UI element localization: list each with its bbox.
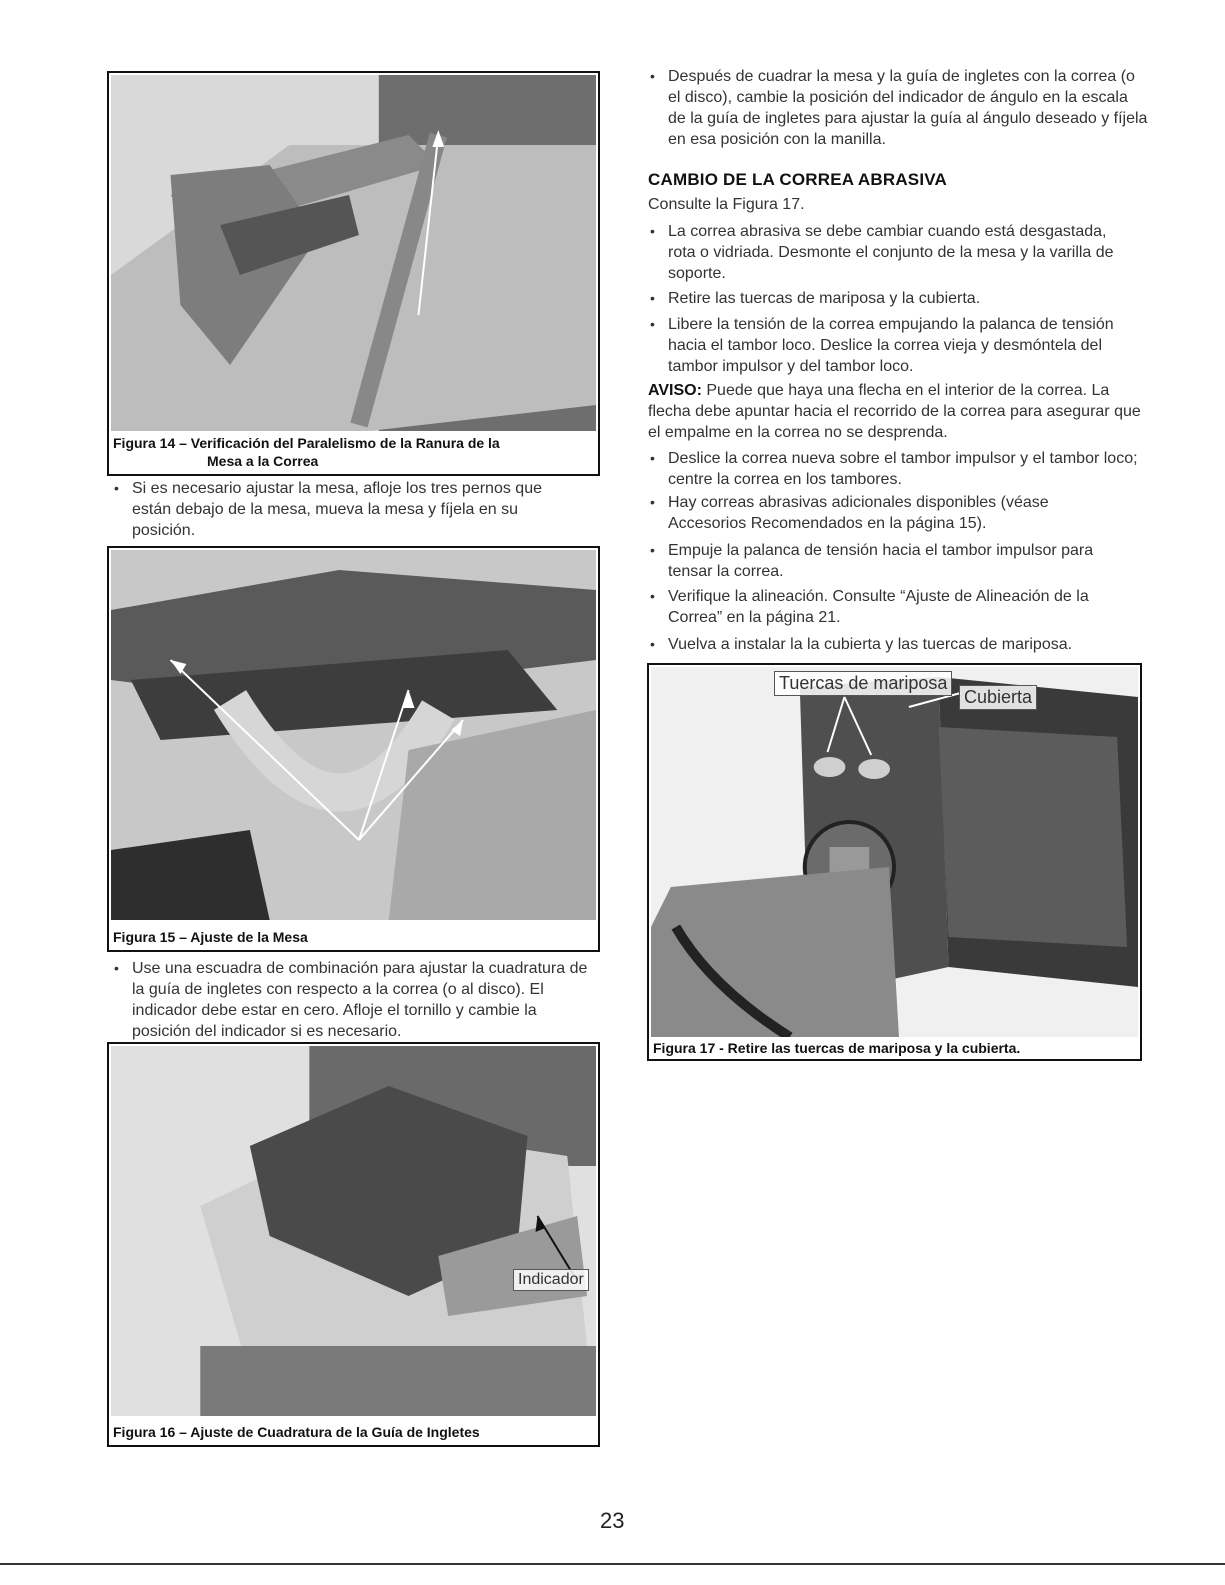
left-bullet-1: [112, 478, 582, 541]
right-bullet-intro-text: Después de cuadrar la mesa y la guía de ingletes con la correa (o el disco), cambie la posición del indicador de ángulo en la escala de la guía de ingletes para ajustar la guía al ángulo deseado y fíjela en esa posición con la manilla.: [668, 68, 1148, 148]
figure-14-caption: [113, 434, 594, 470]
left-bullet-1-text: Si es necesario ajustar la mesa, afloje los tres pernos que están debajo de la mesa, mueva la mesa y fíjela en su posición.: [132, 480, 542, 539]
right-bullet-a3: [648, 314, 1138, 377]
figure-16-label-indicador: Indicador: [513, 1269, 589, 1291]
figure-16-photo: [111, 1046, 596, 1416]
section-reference: Consulte la Figura 17.: [648, 196, 805, 213]
figure-14-caption-line2: Mesa a la Correa: [207, 453, 319, 469]
right-bullet-a3-text: Libere la tensión de la correa empujando la palanca de tensión hacia el tambor loco. Deslice la correa vieja y desmóntela del tambor impulsor y del tambor loco.: [668, 316, 1114, 375]
figure-15: [107, 546, 600, 952]
notice-label: AVISO:: [648, 382, 702, 399]
figure-14-caption-line1: Figura 14 – Verificación del Paralelismo de la Ranura de la: [113, 435, 500, 451]
right-bullet-b2: [648, 492, 1128, 534]
right-bullet-a1: [648, 221, 1128, 284]
right-bullet-b5: [648, 634, 1148, 655]
figure-14-photo: [111, 75, 596, 431]
notice-paragraph: [648, 380, 1150, 443]
right-bullet-a2: [648, 288, 1148, 309]
bottom-rule: [0, 1563, 1225, 1565]
figure-14: [107, 71, 600, 476]
figure-16: [107, 1042, 600, 1447]
figure-17: [647, 663, 1142, 1061]
section-heading: CAMBIO DE LA CORREA ABRASIVA: [648, 170, 948, 189]
right-bullet-b3: [648, 540, 1138, 582]
right-bullet-b4-text: Verifique la alineación. Consulte “Ajuste de Alineación de la Correa” en la página 21.: [668, 588, 1089, 626]
left-bullet-2-text: Use una escuadra de combinación para ajustar la cuadratura de la guía de ingletes con respecto a la correa (o al disco). El indicador debe estar en cero. Afloje el tornillo y cambie la posición del indicador si es necesario.: [132, 960, 588, 1040]
right-bullet-a2-text: Retire las tuercas de mariposa y la cubierta.: [668, 290, 981, 307]
right-bullet-intro: [648, 66, 1150, 150]
figure-17-photo: [651, 667, 1138, 1037]
left-bullet-2: [112, 958, 592, 1042]
figure-17-caption: Figura 17 - Retire las tuercas de mariposa y la cubierta.: [653, 1039, 1136, 1057]
notice-text: Puede que haya una flecha en el interior de la correa. La flecha debe apuntar hacia el recorrido de la correa para asegurar que el empalme en la correa no se desprenda.: [648, 382, 1141, 441]
figure-17-label-cubierta: Cubierta: [959, 685, 1037, 710]
figure-17-label-tuercas: Tuercas de mariposa: [774, 671, 952, 696]
right-bullet-a1-text: La correa abrasiva se debe cambiar cuando está desgastada, rota o vidriada. Desmonte el conjunto de la mesa y la varilla de soporte.: [668, 223, 1114, 282]
figure-16-caption: Figura 16 – Ajuste de Cuadratura de la Guía de Ingletes: [113, 1423, 594, 1441]
right-bullet-b1: [648, 448, 1148, 490]
right-bullet-b5-text: Vuelva a instalar la la cubierta y las tuercas de mariposa.: [668, 636, 1073, 653]
right-bullet-b3-text: Empuje la palanca de tensión hacia el tambor impulsor para tensar la correa.: [668, 542, 1094, 580]
right-bullet-b4: [648, 586, 1128, 628]
page-number: 23: [600, 1508, 625, 1533]
figure-15-caption: Figura 15 – Ajuste de la Mesa: [113, 928, 594, 946]
right-bullet-b1-text: Deslice la correa nueva sobre el tambor impulsor y el tambor loco; centre la correa en los tambores.: [668, 450, 1138, 488]
figure-15-photo: [111, 550, 596, 920]
right-bullet-b2-text: Hay correas abrasivas adicionales disponibles (véase Accesorios Recomendados en la página 15).: [668, 494, 1049, 532]
